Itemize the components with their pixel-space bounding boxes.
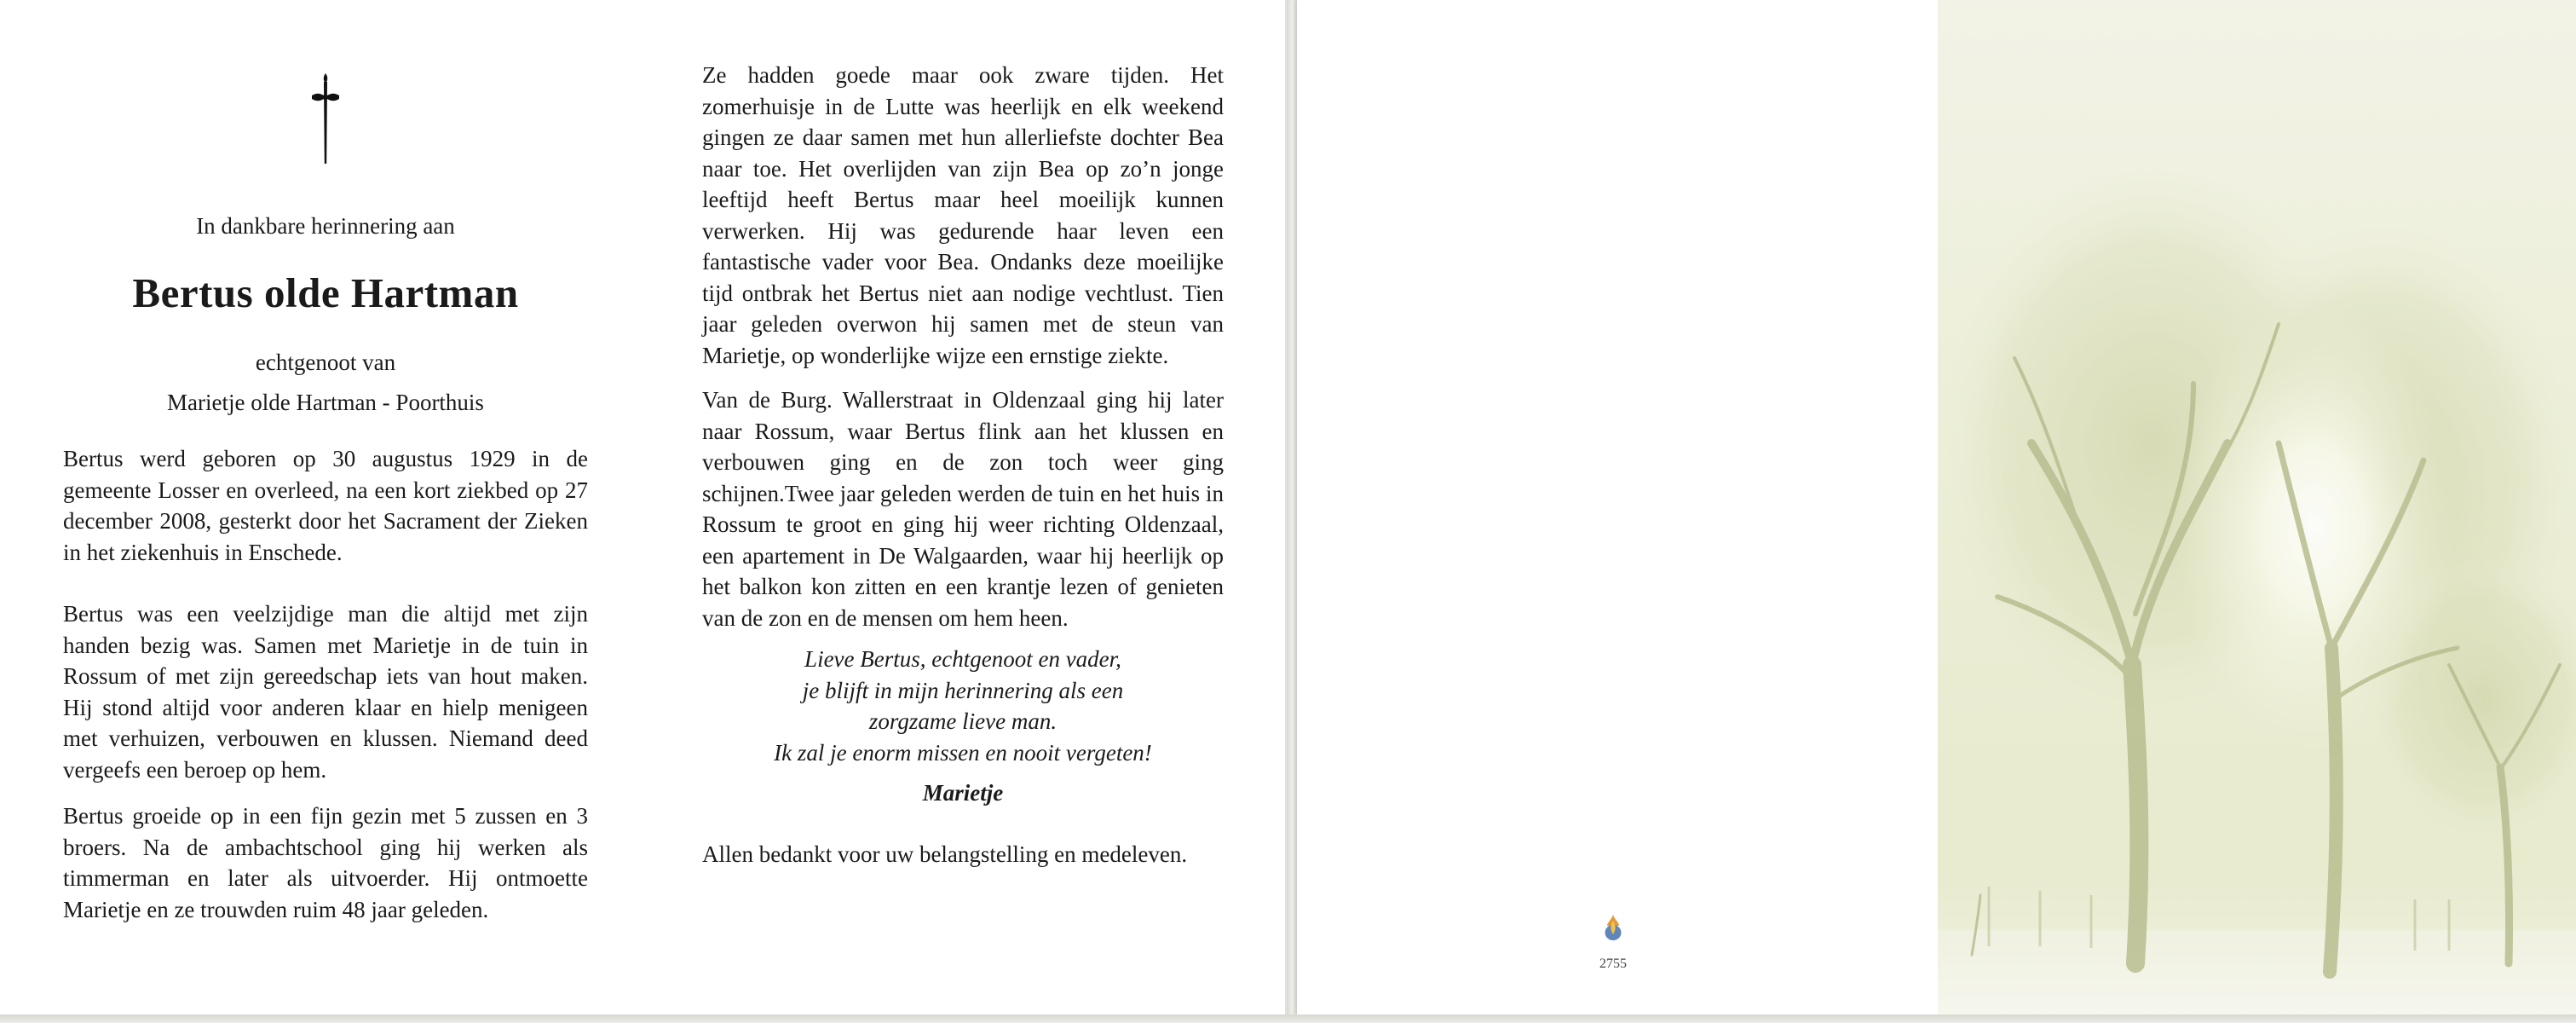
thanks-text: Allen bedankt voor uw belangstelling en medeleven. — [702, 841, 1188, 867]
intro-text: In dankbare herinnering aan — [196, 213, 455, 239]
biography-paragraph-5: Van de Burg. Wallerstraat in Oldenzaal ging hij later naar Rossum, waar Bertus flink aan het klussen en verbouwen ging en de zon toch weer ging schijnen.Twee jaar geleden werden de tuin en het huis in Rossum te groot en ging hij weer richting Oldenzaal, een apartement in De Walgaarden, waar hij heerlijk op het balkon kon zitten en een krantje lezen of genieten van de zon en de mensen om hem heen. — [702, 387, 1224, 631]
spouse-name: Marietje olde Hartman - Poorthuis — [167, 390, 484, 415]
printer-logo-icon — [1600, 914, 1626, 945]
poem-line: Lieve Bertus, echtgenoot en vader, — [804, 646, 1121, 672]
poem-line: je blijft in mijn herinnering als een — [802, 677, 1124, 703]
biography-paragraph-1: Bertus werd geboren op 30 augustus 1929 in de gemeente Losser en overleed, na een kort ziekbed op 27 december 2008, gesterkt door het Sacrament der Zieken in het ziekenhuis in Enschede. — [63, 446, 588, 565]
winter-trees-photo — [1938, 0, 2576, 1014]
spouse-label: echtgenoot van — [255, 350, 396, 375]
deceased-name: Bertus olde Hartman — [132, 269, 519, 316]
print-code: 2755 — [1599, 957, 1627, 971]
inner-card — [0, 0, 1287, 1014]
signature: Marietje — [922, 780, 1004, 806]
biography-paragraph-2: Bertus was een veelzijdige man die altijd met zijn handen bezig was. Samen met Marietje in de tuin in Rossum of met zijn gereedschap iets van hout maken. Hij stond altijd voor anderen klaar en hielp menigeen met verhuizen, verbouwen en klussen. Niemand deed vergeefs een beroep op hem. — [63, 601, 588, 783]
poem-line: zorgzame lieve man. — [868, 708, 1057, 734]
poem-line: Ik zal je enorm missen en nooit vergeten! — [774, 739, 1152, 766]
left-column — [63, 60, 588, 925]
right-column — [702, 60, 1224, 870]
biography-paragraph-4: Ze hadden goede maar ook zware tijden. Het zomerhuisje in de Lutte was heerlijk en elk weekend gingen ze daar samen met hun allerliefste dochter Bea naar toe. Het overlijden van zijn Bea op zo’n jonge leeftijd heeft Bertus maar heel moeilijk kunnen verwerken. Hij was gedurende haar leven een fantastische vader voor Bea. Ondanks deze moeilijke tijd ontbrak het Bertus niet aan nodige vechtlust. Tien jaar geleden overwon hij samen met de steun van Marietje, op wonderlijke wijze een ernstige ziekte. — [702, 62, 1224, 368]
poem — [702, 644, 1224, 768]
biography-paragraph-3: Bertus groeide op in een fijn gezin met 5 zussen en 3 broers. Na de ambachtschool ging hij werken als timmerman en later als uitvoerder. Hij ontmoette Marietje en ze trouwden ruim 48 jaar geleden. — [63, 803, 588, 922]
cross-icon — [308, 72, 343, 165]
scan-bottom-edge — [0, 1014, 2576, 1023]
card-gap — [1287, 0, 1297, 1023]
